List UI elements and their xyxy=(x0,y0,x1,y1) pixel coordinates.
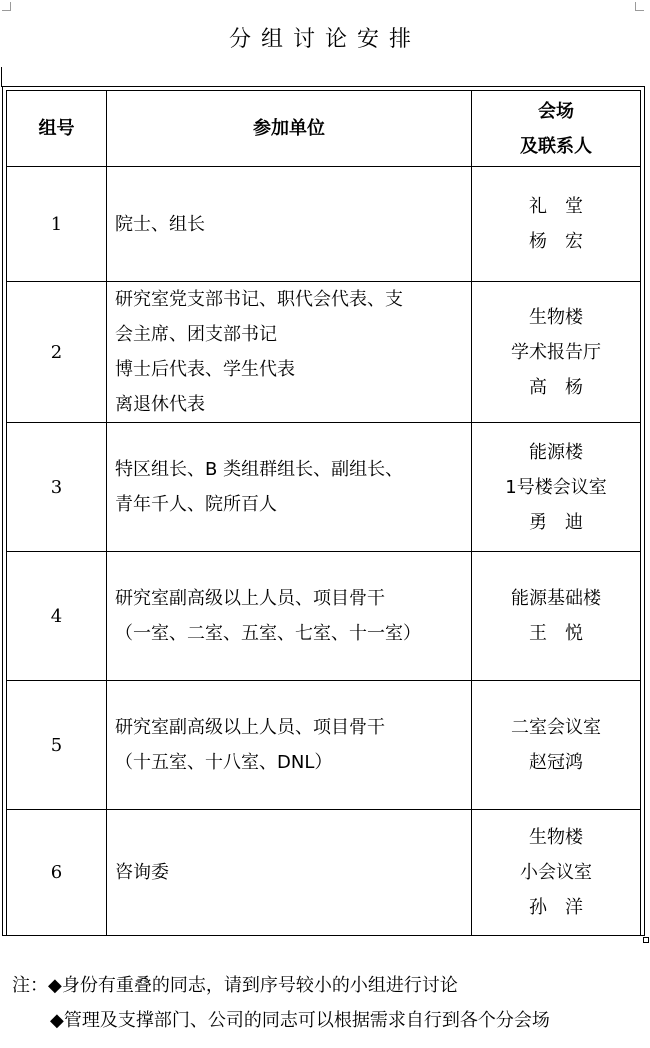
venue-line: 生物楼 xyxy=(529,827,583,848)
venue-cell xyxy=(472,282,641,423)
group-number-cell: 5 xyxy=(7,681,107,810)
page-corner-mark-top-left xyxy=(2,2,11,11)
table-row xyxy=(7,167,641,282)
notes-section xyxy=(12,968,550,1038)
header-venue-line2: 及联系人 xyxy=(520,135,592,157)
note-row xyxy=(12,968,550,1003)
units-line: 咨询委 xyxy=(115,862,169,883)
table-row xyxy=(7,423,641,552)
units-cell xyxy=(107,681,472,810)
venue-line: 能源楼 xyxy=(529,441,583,463)
units-line: 研究室副高级以上人员、项目骨干 xyxy=(115,588,385,609)
header-units: 参加单位 xyxy=(107,91,472,167)
note-row xyxy=(12,1003,550,1038)
venue-line: 勇 迪 xyxy=(529,511,583,533)
venue-line: 学术报告厅 xyxy=(511,341,601,363)
venue-line: 小会议室 xyxy=(520,862,592,883)
venue-line: 1号楼会议室 xyxy=(505,476,607,498)
venue-line: 孙 洋 xyxy=(529,897,583,918)
venue-line: 二室会议室 xyxy=(511,717,601,738)
venue-cell xyxy=(472,423,641,552)
note-item: ◆管理及支撑部门、公司的同志可以根据需求自行到各个分会场 xyxy=(50,1010,550,1031)
text-cursor xyxy=(1,67,2,87)
units-cell xyxy=(107,810,472,936)
header-group-no: 组号 xyxy=(7,91,107,167)
schedule-table-frame xyxy=(2,86,645,936)
note-item: ◆身份有重叠的同志，请到序号较小的小组进行讨论 xyxy=(48,975,458,996)
units-cell xyxy=(107,423,472,552)
venue-cell xyxy=(472,167,641,282)
group-number-cell: 6 xyxy=(7,810,107,936)
units-line: （十五室、十八室、DNL） xyxy=(115,752,333,773)
table-header-row xyxy=(7,91,641,167)
page-title: 分组讨论安排 xyxy=(228,27,421,52)
header-venue-line1: 会场 xyxy=(538,100,574,122)
units-line: 青年千人、院所百人 xyxy=(115,494,277,515)
table-row xyxy=(7,681,641,810)
table-resize-handle[interactable] xyxy=(643,937,649,943)
venue-cell xyxy=(472,681,641,810)
venue-line: 礼 堂 xyxy=(529,196,583,217)
units-line: 离退休代表 xyxy=(115,394,205,415)
page-corner-mark-top-right xyxy=(635,2,644,11)
venue-line: 杨 宏 xyxy=(529,231,583,252)
units-line: 博士后代表、学生代表 xyxy=(115,359,295,380)
group-number-cell: 1 xyxy=(7,167,107,282)
units-cell xyxy=(107,282,472,423)
units-line: （一室、二室、五室、七室、十一室） xyxy=(115,623,421,644)
venue-line: 生物楼 xyxy=(529,306,583,328)
venue-cell xyxy=(472,552,641,681)
units-cell xyxy=(107,552,472,681)
header-venue xyxy=(472,91,641,167)
units-line: 院士、组长 xyxy=(115,213,205,235)
schedule-table xyxy=(6,90,641,936)
group-number-cell: 4 xyxy=(7,552,107,681)
table-row xyxy=(7,810,641,936)
notes-prefix: 注： xyxy=(12,975,48,996)
group-number-cell: 2 xyxy=(7,282,107,423)
venue-line: 能源基础楼 xyxy=(511,588,601,609)
units-line: 会主席、团支部书记 xyxy=(115,324,277,345)
units-line: 研究室副高级以上人员、项目骨干 xyxy=(115,717,385,738)
group-number-cell: 3 xyxy=(7,423,107,552)
units-cell xyxy=(107,167,472,282)
venue-line: 王 悦 xyxy=(529,623,583,644)
venue-line: 赵冠鸿 xyxy=(529,752,583,773)
venue-cell xyxy=(472,810,641,936)
venue-line: 高 杨 xyxy=(529,376,583,398)
units-line: 特区组长、B 类组群组长、副组长、 xyxy=(115,459,404,480)
table-row xyxy=(7,552,641,681)
table-row xyxy=(7,282,641,423)
units-line: 研究室党支部书记、职代会代表、支 xyxy=(115,289,403,310)
